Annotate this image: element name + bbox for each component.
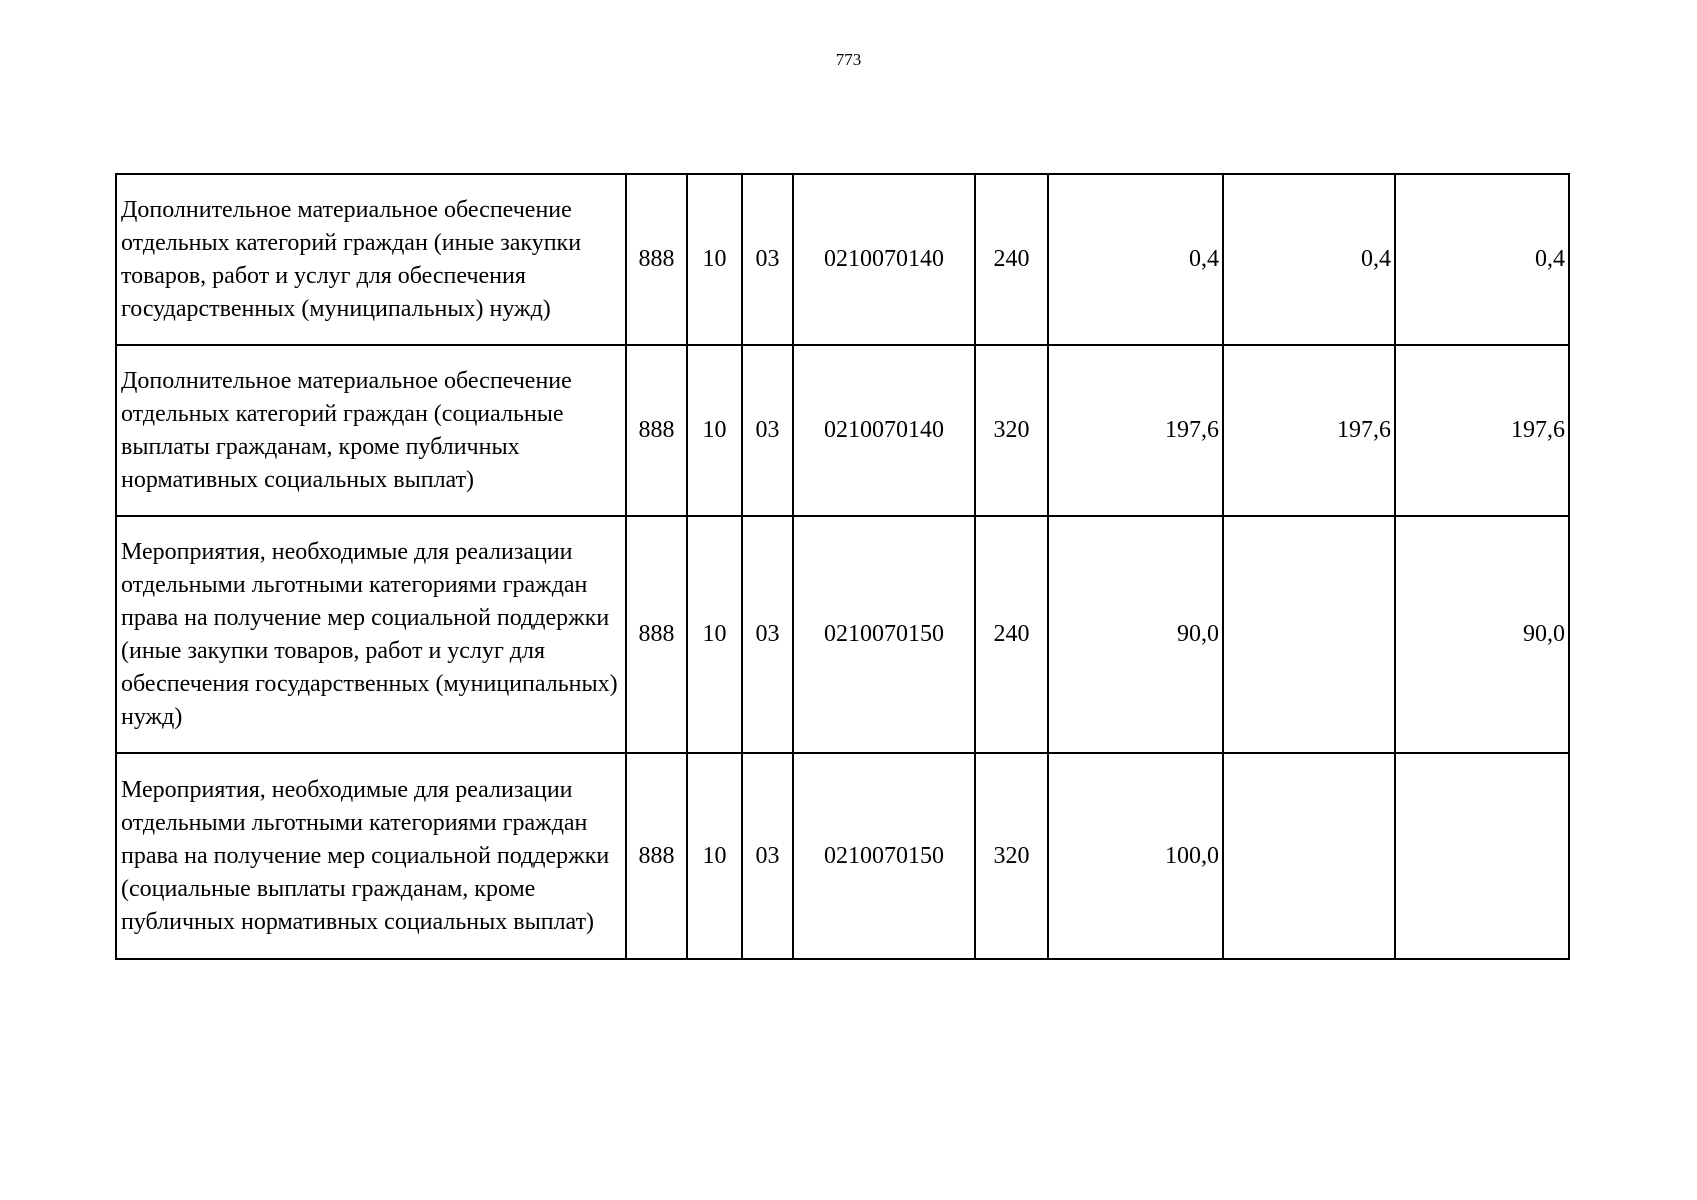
section-code-cell: 10 [687, 345, 742, 516]
subsection-code-cell: 03 [742, 345, 793, 516]
amount-1-cell: 0,4 [1048, 174, 1223, 345]
amount-3-cell: 90,0 [1395, 516, 1569, 753]
amount-3-cell: 0,4 [1395, 174, 1569, 345]
expense-name-cell: Мероприятия, необходимые для реализации отдельными льготными категориями граждан права на получение мер социальной поддержки (социальные выплаты гражданам, кроме публичных нормативных социальных выплат) [116, 753, 626, 959]
target-article-cell: 0210070150 [793, 516, 975, 753]
amount-1-cell: 100,0 [1048, 753, 1223, 959]
subsection-code-cell: 03 [742, 753, 793, 959]
expense-name-cell: Дополнительное материальное обеспечение отдельных категорий граждан (социальные выплаты гражданам, кроме публичных нормативных социальных выплат) [116, 345, 626, 516]
section-code-cell: 10 [687, 753, 742, 959]
table-row [116, 753, 1569, 959]
amount-2-cell: 197,6 [1223, 345, 1395, 516]
ministry-code-cell: 888 [626, 174, 687, 345]
ministry-code-cell: 888 [626, 345, 687, 516]
target-article-cell: 0210070150 [793, 753, 975, 959]
expense-type-cell: 240 [975, 516, 1048, 753]
expense-type-cell: 320 [975, 753, 1048, 959]
amount-1-cell: 90,0 [1048, 516, 1223, 753]
section-code-cell: 10 [687, 516, 742, 753]
subsection-code-cell: 03 [742, 174, 793, 345]
expense-type-cell: 240 [975, 174, 1048, 345]
subsection-code-cell: 03 [742, 516, 793, 753]
table-row [116, 516, 1569, 753]
ministry-code-cell: 888 [626, 753, 687, 959]
expense-name-cell: Дополнительное материальное обеспечение отдельных категорий граждан (иные закупки товаров, работ и услуг для обеспечения государственных (муниципальных) нужд) [116, 174, 626, 345]
budget-table [115, 173, 1570, 960]
amount-3-cell: 197,6 [1395, 345, 1569, 516]
amount-2-cell [1223, 753, 1395, 959]
table-row [116, 345, 1569, 516]
amount-3-cell [1395, 753, 1569, 959]
amount-2-cell: 0,4 [1223, 174, 1395, 345]
target-article-cell: 0210070140 [793, 174, 975, 345]
table-row [116, 174, 1569, 345]
expense-name-cell: Мероприятия, необходимые для реализации отдельными льготными категориями граждан права на получение мер социальной поддержки (иные закупки товаров, работ и услуг для обеспечения государственных (муниципальных) нужд) [116, 516, 626, 753]
target-article-cell: 0210070140 [793, 345, 975, 516]
ministry-code-cell: 888 [626, 516, 687, 753]
amount-2-cell [1223, 516, 1395, 753]
section-code-cell: 10 [687, 174, 742, 345]
page-number: 773 [835, 50, 862, 69]
expense-type-cell: 320 [975, 345, 1048, 516]
amount-1-cell: 197,6 [1048, 345, 1223, 516]
